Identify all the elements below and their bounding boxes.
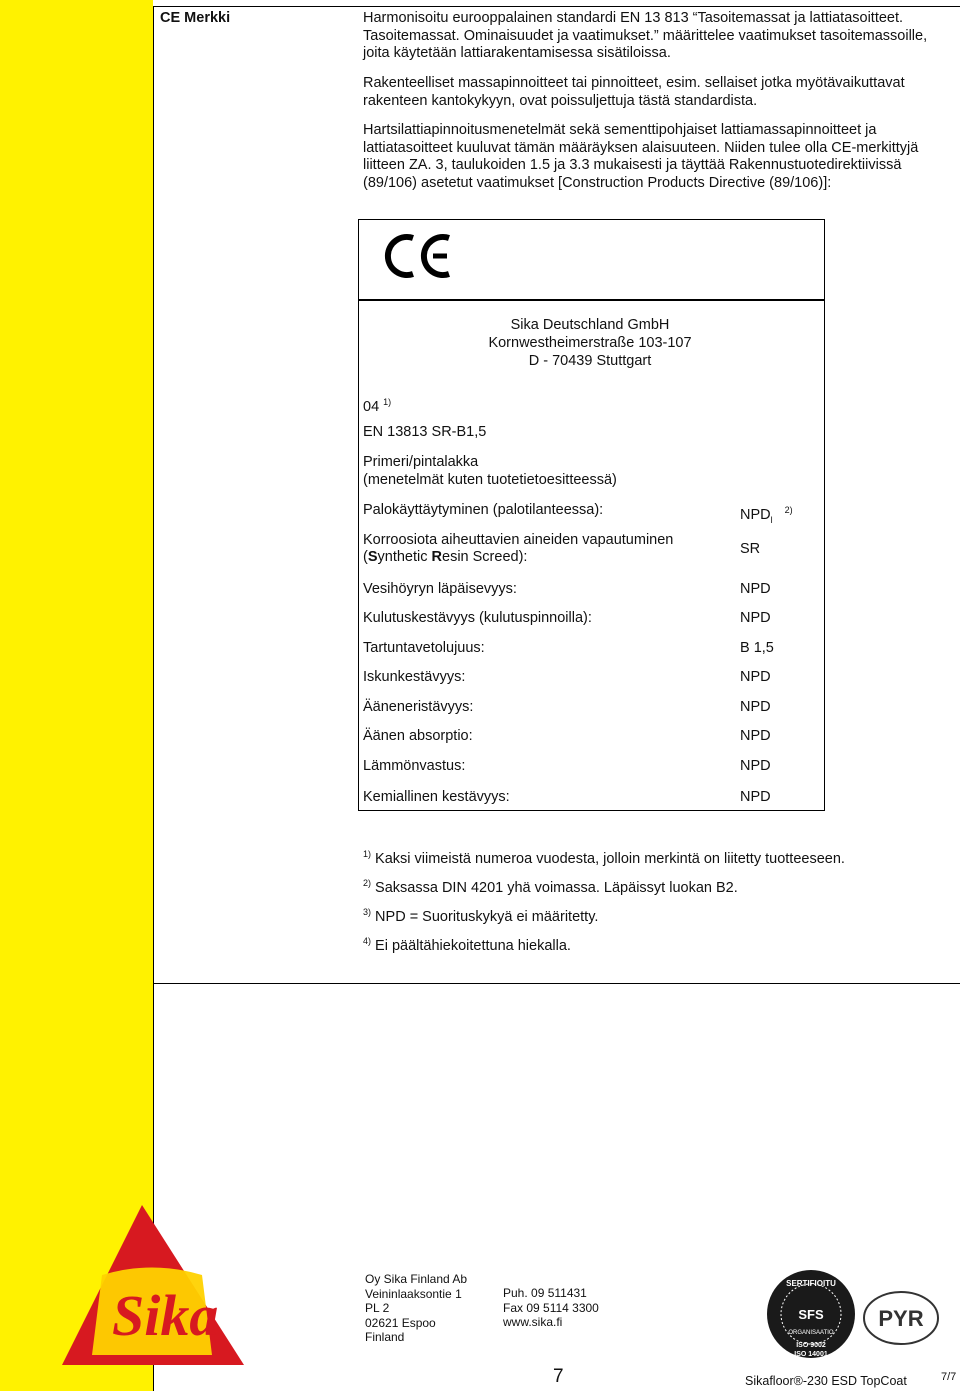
year-code — [363, 393, 391, 416]
year-value: 04 — [363, 399, 380, 415]
sfs-certified-badge-icon — [765, 1268, 857, 1360]
page-of-total: 7/7 — [941, 1371, 957, 1383]
paragraph-requirements: Hartsilattiapinnoitusmenetelmät sekä sementtipohjaiset lattiamassapinnoitteet ja lattiatasoitteet kuuluvat tämän määräyksen alaisuuteen. Niiden tulee olla CE-merkittyjä liitteen ZA. 3, taulukoiden 1.5 ja 3.3 mukaisesti ja täyttää Rakennustuotedirektiivissä (89/106) asetetut vaatimukset [Construction Products Directive (89/106)]: — [363, 122, 919, 191]
footer-phone: Puh. 09 511431 — [503, 1286, 587, 1300]
footnote: $^{2)}$ Saksassa DIN 4201 yhä voimassa. Läpäissyt luokan B2. — [363, 878, 738, 896]
property-label: Kulutuskestävyys (kulutuspinnoilla): — [363, 610, 592, 626]
footer-address — [365, 1272, 467, 1345]
paragraph-standard: Harmonisoitu eurooppalainen standardi EN 13 813 “Tasoitemassat ja lattiatasoitteet. Tasoitemassat. Ominaisuudet ja vaatimukset.” määrittelee vaatimukset tasoitemassoille, joita käytetään lattiarakentamisessa sisätiloissa. — [363, 10, 928, 61]
property-value: NPD — [740, 699, 771, 715]
property-label: Korroosiota aiheuttavien aineiden vapautuminen — [363, 532, 674, 548]
property-value-text: NPD — [740, 507, 771, 523]
section-divider — [153, 6, 154, 1391]
property-label: Tartuntavetolujuus: — [363, 640, 485, 656]
footnote: $^{4)}$ Ei päältähiekoitettuna hiekalla. — [363, 936, 571, 954]
property-value: B 1,5 — [740, 640, 774, 656]
property-label: Lämmönvastus: — [363, 758, 466, 774]
footer-street: Veininlaaksontie 1 — [365, 1286, 462, 1301]
footer-contact — [503, 1286, 599, 1330]
ce-box-divider — [358, 299, 825, 301]
footnote: $^{1)}$ Kaksi viimeistä numeroa vuodesta, jolloin merkintä on liitetty tuotteeseen. — [363, 849, 845, 867]
property-value: SR — [740, 541, 761, 557]
property-label-line2: (Synthetic Resin Screed): — [363, 549, 528, 565]
property-label: Äänen absorptio: — [363, 728, 473, 744]
footer-po: PL 2 — [365, 1301, 390, 1315]
property-footnote-mark: 2) — [784, 505, 793, 515]
footer-city: 02621 Espoo — [365, 1315, 436, 1330]
property-value: NPD — [740, 758, 771, 774]
product-type: Primeri/pintalakka — [363, 454, 479, 470]
year-footnote-mark: 1) — [383, 397, 392, 407]
company-name: Sika Deutschland GmbH — [510, 317, 670, 333]
footer-web-link[interactable]: www.sika.fi — [503, 1315, 563, 1329]
company-street: Kornwestheimerstraße 103-107 — [488, 335, 692, 351]
footer-country: Finland — [365, 1330, 405, 1344]
property-value: NPD — [740, 669, 771, 685]
property-label: Iskunkestävyys: — [363, 669, 466, 685]
svg-text:SERTIFIOITU: SERTIFIOITU — [786, 1279, 836, 1288]
section-label: CE Merkki — [160, 10, 231, 26]
ce-mark-icon — [383, 232, 453, 280]
footer-rule — [153, 983, 960, 984]
pyr-badge-icon — [862, 1290, 940, 1346]
standard-code: EN 13813 SR-B1,5 — [363, 424, 487, 440]
page-number: 7 — [553, 1366, 564, 1387]
top-rule — [153, 6, 960, 7]
property-label: Palokäyttäytyminen (palotilanteessa): — [363, 502, 604, 518]
left-brand-strip — [0, 0, 153, 1391]
footer-fax: Fax 09 5114 3300 — [503, 1300, 599, 1315]
property-value: NPD — [740, 581, 771, 597]
svg-text:ISO 14001: ISO 14001 — [794, 1351, 828, 1358]
property-value: NPD — [740, 728, 771, 744]
property-label: Ääneneristävyys: — [363, 699, 474, 715]
paragraph-exclusion: Rakenteelliset massapinnoitteet tai pinnoitteet, esim. sellaiset jotka myötävaikuttavat rakenteen kantokykyyn, ovat poissuljettuja tästä standardista. — [363, 75, 905, 109]
sika-logo-icon — [62, 1205, 244, 1365]
product-name: Sikafloor®-230 ESD TopCoat — [745, 1374, 907, 1388]
svg-text:Sika: Sika — [112, 1283, 219, 1348]
property-value-sub: l — [770, 514, 773, 525]
property-value: NPD — [740, 789, 771, 805]
product-method: (menetelmät kuten tuotetietoesitteessä) — [363, 472, 617, 488]
property-label: Kemiallinen kestävyys: — [363, 789, 510, 805]
svg-text:ORGANISAATIO: ORGANISAATIO — [788, 1330, 834, 1336]
svg-text:SFS: SFS — [798, 1307, 824, 1322]
company-city: D - 70439 Stuttgart — [528, 353, 652, 369]
svg-text:PYR: PYR — [878, 1306, 924, 1331]
vertical-label: Construction — [59, 355, 137, 803]
footer-company: Oy Sika Finland Ab — [365, 1272, 468, 1286]
footnote: $^{3)}$ NPD = Suorituskykyä ei määritetty. — [363, 907, 599, 925]
property-label: Vesihöyryn läpäisevyys: — [363, 581, 517, 597]
property-value — [740, 501, 793, 529]
svg-text:®: ® — [224, 1319, 231, 1329]
property-value: NPD — [740, 610, 771, 626]
svg-text:ISO 9002: ISO 9002 — [796, 1342, 826, 1349]
